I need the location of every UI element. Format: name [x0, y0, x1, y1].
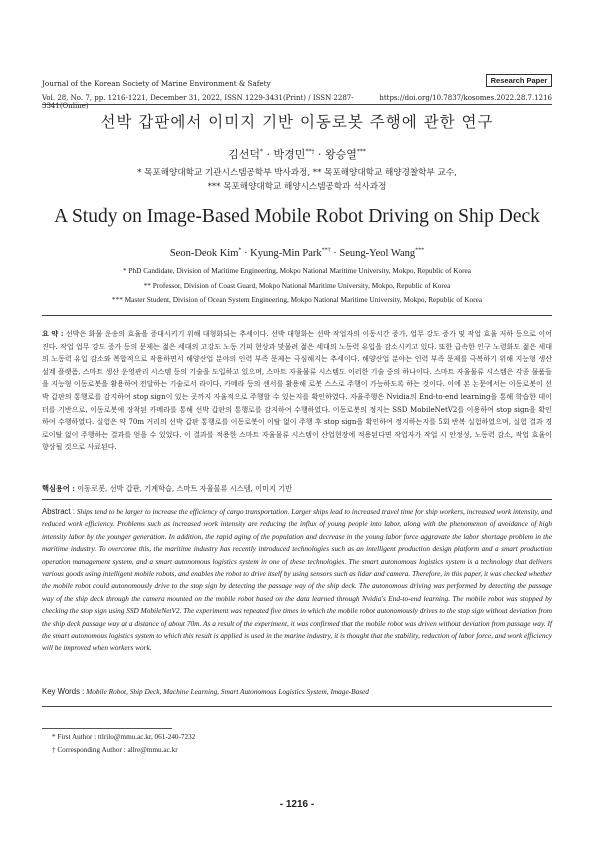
english-abstract	[42, 506, 552, 655]
english-affiliation: *** Master Student, Division of Ocean System Engineering, Mokpo National Maritime University, Mokpo, Republic of Korea	[111, 295, 483, 304]
author-separator: ·	[241, 248, 251, 259]
author-mark: *	[260, 148, 264, 156]
korean-affiliation: *** 목포해양대학교 해양시스템공학과 석사과정	[207, 182, 387, 192]
korean-affiliation: * 목포해양대학교 기관시스템공학부 박사과정, ** 목포해양대학교 해양경찰학부 교수,	[137, 168, 457, 178]
english-authors	[42, 248, 552, 259]
english-keywords-label: Key Words :	[42, 687, 85, 696]
english-abstract-text: Ships tend to be larger to increase the efficiency of cargo transportation. Larger ships lead to increased travel time for ship workers, increased work intensity, and reduced work efficiency. Problems such as increased work intensity are reducing the influx of young people into labor, along with the phenomenon of avoidance of high intensity labor by the younger generation. In addition, the rapid aging of the population and decrease in the young labor force aggravate the labor shortage problem in the maritime industry. To overcome this, the maritime industry has recently introduced technologies such as an intelligent production design platform and a smart production operation management system, and a smart autonomous logistics system in one of these technologies. The smart autonomous logistics system is a technology that delivers various goods using intelligent mobile robots, and enables the robot to drive itself by using sensors such as lidar and camera. Therefore, in this paper, it was checked whether the mobile robot could autonomously drive to the stop sign by detecting the passage way of the ship deck. The autonomous driving was performed by detecting the passage way of the ship deck through the camera mounted on the mobile robot based on the data learned through Nvidia's End-to-end learning. The mobile robot was stopped by checking the stop sign using SSD MobileNetV2. The experiment was repeated five times in which the mobile robot autonomously drives to the stop sign without deviation from the ship deck passage way at a distance of about 70m. As a result of the experiment, it was confirmed that the mobile robot was driven without deviation from passage way. If the smart autonomous logistics system to which this result is applied is used in the marine industry, it is thought that the stability, reduction of labor force, and work efficiency will be improved when workers work.	[42, 507, 552, 653]
korean-abstract-label: 요 약 :	[42, 329, 64, 338]
doi-link[interactable]: https://doi.org/10.7837/kosomes.2022.28.7.1216	[379, 94, 552, 102]
korean-keywords	[42, 484, 552, 494]
author-name: Seon-Deok Kim	[169, 248, 239, 259]
author-name: Kyung-Min Park	[250, 248, 322, 259]
english-abstract-label: Abstract :	[42, 507, 75, 516]
korean-keywords-text: 이동로봇, 선박 갑판, 기계학습, 스마트 자율물류 시스템, 이미지 기반	[77, 484, 293, 493]
corresponding-author-footnote: † Corresponding Author : allre@mmu.ac.kr	[52, 746, 178, 754]
author-mark: *	[238, 247, 242, 254]
english-title: A Study on Image-Based Mobile Robot Driving on Ship Deck	[54, 206, 540, 227]
author-name: 김선덕	[228, 148, 261, 161]
english-keywords	[42, 687, 552, 696]
abstract-bottom-rule	[42, 706, 552, 707]
author-mark: **†	[321, 247, 331, 254]
author-mark: ***	[415, 247, 425, 254]
korean-abstract	[42, 328, 552, 454]
journal-name: Journal of the Korean Society of Marine Environment & Safety	[42, 79, 271, 88]
author-name: 왕승열	[324, 148, 357, 161]
issue-meta	[42, 94, 552, 110]
issue-info: Vol. 28, No. 7, pp. 1216-1221, December 31, 2022, ISSN 1229-3431(Print) / ISSN 2287-3341(Online)	[42, 94, 354, 110]
korean-title: 선박 갑판에서 이미지 기반 이동로봇 주행에 관한 연구	[100, 113, 494, 131]
english-keywords-text: Mobile Robot, Ship Deck, Machine Learning, Smart Autonomous Logistics System, Image-Based	[86, 687, 369, 696]
footnote-rule	[42, 728, 172, 729]
korean-abstract-text: 선박은 화물 운송의 효율을 증대시키기 위해 대형화되는 추세이다. 선박 대형화는 선박 작업자의 이동시간 증가, 업무 강도 증가 및 작업 효율 저하 등으로 이어진다. 작업 업무 강도 증가 등의 문제는 젊은 세대의 고강도 노동 기피 현상과 맞물려 젊은 세대의 노동력 유입을 감소시키고 있다. 또한 급속한 인구 노령화도 젊은 세대의 노동력 유입 감소와 복합적으로 작용하면서 해양산업 분야의 인력 부족 문제는 극심해지는 추세이다. 해양산업 분야는 인력 부족 문제를 극복하기 위해 지능형 생산설계 플랫폼, 스마트 생산 운영관리 시스템 등의 기술을 도입하고 있으며, 스마트 자율물류 시스템도 이러한 기술 중의 하나이다. 스마트 자율물류 시스템은 각종 물품들을 지능형 이동로봇을 활용하여 전달하는 기술로서 라이다, 카메라 등의 센서를 활용해 로봇 스스로 주행이 가능하도록 하는 것이다. 이에 본 논문에서는 이동로봇이 선박 갑판의 통행로를 감지하여 stop sign이 있는 곳까지 자율적으로 주행할 수 있는지를 확인하였다. 자율주행은 Nvidia의 End-to-end learning을 통해 학습한 데이터를 기반으로, 이동로봇에 장착된 카메라를 통해 선박 갑판의 통행로를 감지하여 수행하였다. 이동로봇의 정지는 SSD MobileNetV2를 이용하여 stop sign을 확인하여 수행하였다. 실험은 약 70m 거리의 선박 갑판 통행로를 이동로봇이 이탈 없이 주행 후 stop sign을 확인하여 정지하는지를 5회 반복 실험하였으며, 실험 결과 경로이탈 없이 주행하는 결과를 얻을 수 있었다. 이 결과를 적용한 스마트 자율물류 시스템이 산업현장에 적용된다면 작업자가 작업 시 안정성, 노동력 감소, 작업 효율이 향상될 것으로 사료된다.	[42, 329, 553, 452]
author-separator: ·	[263, 148, 274, 161]
english-affiliation: * PhD Candidate, Division of Maritime Engineering, Mokpo National Maritime University, Mokpo, Republic of Korea	[122, 266, 472, 275]
abstract-mid-rule	[42, 499, 552, 500]
korean-authors	[42, 146, 552, 162]
author-mark: **†	[305, 148, 315, 156]
author-separator: ·	[330, 248, 340, 259]
korean-keywords-label: 핵심용어 :	[42, 484, 75, 493]
author-name: Seung-Yeol Wang	[339, 248, 416, 259]
page-number: - 1216 -	[279, 799, 315, 810]
english-affiliation: ** Professor, Division of Coast Guard, Mokpo National Maritime University, Mokpo, Republic of Korea	[143, 281, 451, 290]
header-rule	[42, 104, 552, 105]
author-separator: ·	[314, 148, 325, 161]
author-mark: ***	[356, 148, 366, 156]
author-name: 박경민	[273, 148, 306, 161]
abstract-top-rule	[42, 315, 552, 316]
first-author-footnote: * First Author : ttlrilo@mmu.ac.kr, 061-240-7232	[52, 733, 196, 741]
article-type-badge: Research Paper	[486, 74, 552, 87]
